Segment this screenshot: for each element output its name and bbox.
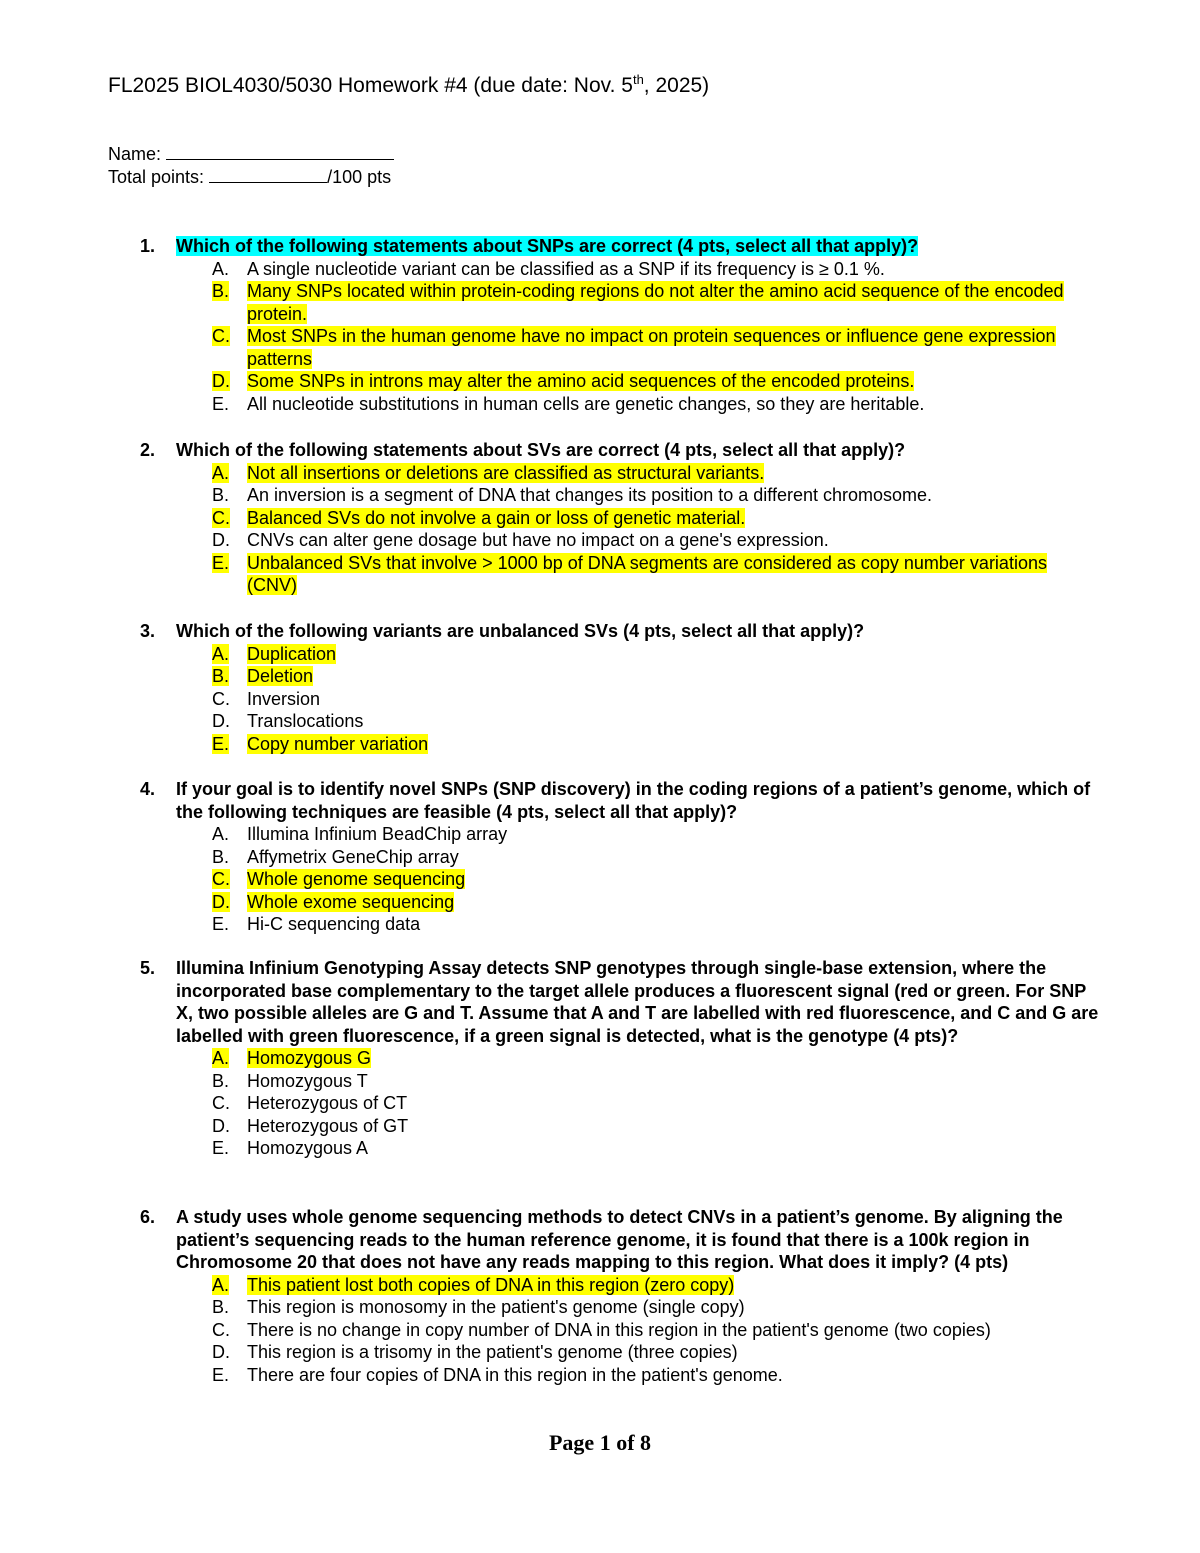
- question-text: Which of the following statements about SVs are correct (4 pts, select all that apply)?: [176, 440, 906, 460]
- option-a: [140, 462, 1100, 485]
- option-letter: E.: [212, 733, 230, 754]
- option-letter: E.: [212, 552, 230, 573]
- page-total: 8: [640, 1430, 652, 1455]
- option-text: Whole genome sequencing: [247, 869, 466, 889]
- option-text: Copy number variation: [247, 733, 429, 754]
- option-letter: A.: [212, 462, 230, 483]
- question-5: [140, 957, 1100, 1160]
- option-letter: B.: [212, 846, 230, 867]
- option-letter: C.: [212, 688, 230, 709]
- title-superscript: th: [632, 72, 644, 87]
- option-text: There are four copies of DNA in this region in the patient's genome.: [247, 1364, 783, 1385]
- option-text: This patient lost both copies of DNA in this region (zero copy): [247, 1274, 735, 1295]
- option-d: [140, 891, 1100, 914]
- option-text: There is no change in copy number of DNA in this region in the patient's genome (two copies): [247, 1319, 991, 1340]
- title-prefix: FL2025 BIOL4030/5030 Homework #4 (due date: Nov. 5: [108, 74, 633, 97]
- option-a: [140, 1274, 1100, 1297]
- option-c: [140, 688, 1100, 711]
- page-footer: [0, 1430, 1200, 1456]
- option-e: [140, 552, 1100, 597]
- option-b: [140, 665, 1100, 688]
- option-e: [140, 1364, 1100, 1387]
- option-letter: C.: [212, 1093, 230, 1113]
- option-letter: B.: [212, 1070, 230, 1091]
- option-letter: D.: [212, 891, 230, 912]
- option-c: [140, 1092, 1100, 1115]
- name-label: Name:: [108, 144, 167, 164]
- option-letter: B.: [212, 1297, 230, 1317]
- option-c: [140, 507, 1100, 530]
- option-text: Unbalanced SVs that involve > 1000 bp of DNA segments are considered as copy number variations (CNV): [247, 552, 1047, 595]
- question-number: 2.: [140, 440, 156, 460]
- option-text: Balanced SVs do not involve a gain or loss of genetic material.: [247, 507, 746, 528]
- option-text: CNVs can alter gene dosage but have no impact on a gene's expression.: [247, 530, 829, 550]
- name-field: [108, 143, 394, 165]
- option-text: This region is monosomy in the patient's genome (single copy): [247, 1297, 745, 1317]
- option-c: [140, 868, 1100, 891]
- option-e: [140, 733, 1100, 756]
- option-letter: A.: [212, 258, 230, 279]
- option-b: [140, 846, 1100, 869]
- option-letter: E.: [212, 914, 230, 934]
- option-text: Some SNPs in introns may alter the amino acid sequences of the encoded proteins.: [247, 371, 915, 391]
- total-suffix: /100 pts: [327, 167, 392, 187]
- option-letter: D.: [212, 711, 230, 731]
- question-number: 5.: [140, 958, 156, 978]
- option-letter: D.: [212, 1115, 230, 1136]
- option-c: [140, 1319, 1100, 1342]
- option-letter: E.: [212, 1138, 230, 1158]
- option-d: [140, 710, 1100, 733]
- option-text: Heterozygous of CT: [247, 1093, 408, 1113]
- option-letter: D.: [212, 1342, 230, 1362]
- option-letter: B.: [212, 485, 230, 505]
- option-text: Duplication: [247, 643, 337, 664]
- title-suffix: , 2025): [643, 74, 710, 97]
- option-text: Inversion: [247, 688, 321, 709]
- option-letter: E.: [212, 393, 230, 414]
- name-blank: [166, 143, 394, 160]
- option-text: Translocations: [247, 711, 364, 731]
- option-text: Many SNPs located within protein-coding regions do not alter the amino acid sequence of the encoded protein.: [247, 281, 1064, 324]
- option-a: [140, 1047, 1100, 1070]
- question-3: [140, 620, 1100, 755]
- option-e: [140, 1137, 1100, 1160]
- option-text: This region is a trisomy in the patient's genome (three copies): [247, 1342, 738, 1362]
- option-letter: D.: [212, 371, 230, 391]
- page-title: [108, 72, 709, 98]
- total-blank: [209, 166, 327, 183]
- option-letter: B.: [212, 281, 230, 301]
- option-letter: C.: [212, 326, 230, 346]
- option-letter: A.: [212, 643, 230, 664]
- option-a: [140, 823, 1100, 846]
- option-d: [140, 370, 1100, 393]
- option-letter: E.: [212, 1364, 230, 1385]
- option-a: [140, 643, 1100, 666]
- of-word: of: [610, 1430, 641, 1455]
- question-number: 1.: [140, 236, 156, 256]
- question-number: 6.: [140, 1207, 156, 1227]
- option-b: [140, 484, 1100, 507]
- question-number: 4.: [140, 779, 156, 799]
- page-number: 1: [599, 1430, 611, 1455]
- option-text: An inversion is a segment of DNA that changes its position to a different chromosome.: [247, 485, 933, 505]
- option-text: Homozygous T: [247, 1070, 368, 1091]
- option-text: A single nucleotide variant can be classified as a SNP if its frequency is ≥ 0.1 %.: [247, 258, 885, 279]
- option-d: [140, 1115, 1100, 1138]
- option-text: Most SNPs in the human genome have no impact on protein sequences or influence gene expression patterns: [247, 326, 1056, 369]
- option-text: All nucleotide substitutions in human cells are genetic changes, so they are heritable.: [247, 393, 925, 414]
- option-letter: B.: [212, 666, 230, 686]
- option-e: [140, 393, 1100, 416]
- option-b: [140, 280, 1100, 325]
- option-d: [140, 1341, 1100, 1364]
- option-c: [140, 325, 1100, 370]
- option-letter: C.: [212, 869, 230, 889]
- option-text: Not all insertions or deletions are classified as structural variants.: [247, 462, 765, 483]
- option-text: Heterozygous of GT: [247, 1115, 409, 1136]
- question-2: [140, 439, 1100, 597]
- question-number: 3.: [140, 621, 156, 641]
- total-points-field: [108, 166, 391, 188]
- option-text: Illumina Infinium BeadChip array: [247, 824, 508, 844]
- option-text: Hi-C sequencing data: [247, 914, 421, 934]
- question-text: Illumina Infinium Genotyping Assay detects SNP genotypes through single-base extension, where the incorporated base complementary to the target allele produces a fluorescent signal (red or green. For SNP X, two possible alleles are G and T. Assume that A and T are labelled with red fluorescence, and C and G are labelled with green fluorescence, if a green signal is detected, what is the genotype (4 pts)?: [176, 958, 1099, 1046]
- question-text: If your goal is to identify novel SNPs (SNP discovery) in the coding regions of a patient’s genome, which of the following techniques are feasible (4 pts, select all that apply)?: [176, 779, 1091, 822]
- question-text: Which of the following variants are unbalanced SVs (4 pts, select all that apply)?: [176, 621, 865, 641]
- question-text: Which of the following statements about SNPs are correct (4 pts, select all that apply)?: [176, 236, 919, 256]
- question-4: [140, 778, 1100, 936]
- option-a: [140, 258, 1100, 281]
- option-letter: A.: [212, 1048, 230, 1068]
- option-text: Affymetrix GeneChip array: [247, 846, 459, 867]
- question-6: [140, 1206, 1100, 1386]
- option-b: [140, 1296, 1100, 1319]
- option-letter: C.: [212, 507, 230, 528]
- question-text: A study uses whole genome sequencing methods to detect CNVs in a patient’s genome. By aligning the patient’s sequencing reads to the human reference genome, it is found that there is a 100k region in Chromosome 20 that does not have any reads mapping to this region. What does it imply? (4 pts): [176, 1207, 1063, 1272]
- total-label: Total points:: [108, 167, 210, 187]
- option-b: [140, 1070, 1100, 1093]
- option-letter: A.: [212, 824, 230, 844]
- option-text: Whole exome sequencing: [247, 891, 455, 912]
- question-1: [140, 235, 1100, 415]
- option-letter: C.: [212, 1319, 230, 1340]
- page-word: Page: [548, 1430, 600, 1455]
- option-e: [140, 913, 1100, 936]
- option-text: Deletion: [247, 666, 314, 686]
- option-letter: D.: [212, 530, 230, 550]
- option-text: Homozygous G: [247, 1048, 372, 1068]
- option-d: [140, 529, 1100, 552]
- option-text: Homozygous A: [247, 1138, 369, 1158]
- option-letter: A.: [212, 1274, 230, 1295]
